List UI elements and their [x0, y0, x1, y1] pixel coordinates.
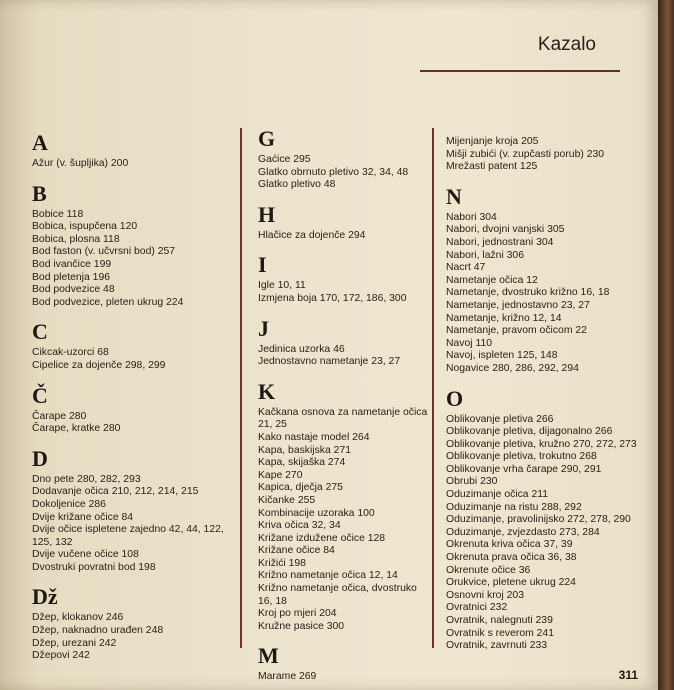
- index-entry: Nabori, lažni 306: [446, 249, 524, 261]
- index-entry: Jednostavno nametanje 23, 27: [258, 356, 401, 368]
- index-entry: Kičanke 255: [258, 494, 316, 506]
- index-entry: Jedinica uzorka 46: [258, 343, 345, 355]
- index-letter-heading: K: [258, 378, 276, 404]
- index-entry: Dvije vučene očice 108: [32, 549, 139, 561]
- index-letter-heading: Č: [32, 382, 48, 408]
- index-entry: Obrubi 230: [446, 476, 498, 488]
- index-entry: Kriva očica 32, 34: [258, 520, 341, 532]
- index-entry: Kombinacije uzoraka 100: [258, 507, 375, 519]
- index-column-3: [446, 136, 642, 653]
- index-entry: Bod podvezice 48: [32, 284, 115, 296]
- index-entry: Izmjena boja 170, 172, 186, 300: [258, 292, 407, 304]
- index-entry: Nabori, dvojni vanjski 305: [446, 224, 565, 236]
- index-entry: Osnovni kroj 203: [446, 589, 524, 601]
- page-title: Kazalo: [537, 34, 596, 55]
- index-entry: Marame 269: [258, 671, 317, 683]
- index-entry: Džepovi 242: [32, 650, 90, 662]
- index-letter-heading: A: [32, 130, 48, 155]
- index-letter-heading: I: [258, 252, 267, 278]
- index-entry: Čarape, kratke 280: [32, 423, 121, 435]
- index-entry: Ovratnik, nalegnuti 239: [446, 615, 553, 626]
- index-entry: Kape 270: [258, 469, 303, 481]
- index-entry: Ovratnik, zavrnuti 233: [446, 640, 548, 652]
- page-number: 311: [618, 668, 638, 682]
- index-entry: Oduzimanje, zvjezdasto 273, 284: [446, 526, 600, 538]
- index-entry: Džep, naknadno urađen 248: [32, 625, 164, 637]
- index-entry: Nametanje, križno 12, 14: [446, 312, 562, 324]
- index-entry: Bod pletenja 196: [32, 271, 110, 283]
- index-entry: Navoj 110: [446, 337, 493, 349]
- book-cover-edge: [658, 0, 674, 690]
- index-entry: Nabori, jednostrani 304: [446, 236, 554, 248]
- index-entry: Nacrt 47: [446, 262, 486, 274]
- index-entry: Mišji zubići (v. zupčasti porub) 230: [446, 148, 605, 160]
- index-entry: Križane izdužene očice 128: [258, 532, 386, 544]
- index-entry: Kako nastaje model 264: [258, 431, 370, 443]
- index-entry: Dvije očice ispletene zajedno 42, 44, 122, 125, 132: [32, 524, 224, 548]
- index-entry: Oblikovanje pletiva, dijagonalno 266: [446, 426, 613, 438]
- index-letter-heading: O: [446, 385, 464, 411]
- index-letter-heading: J: [258, 315, 269, 341]
- index-letter-heading: H: [258, 201, 276, 227]
- index-entry: Hlačice za dojenče 294: [258, 229, 366, 241]
- index-entry: Dno pete 280, 282, 293: [32, 473, 141, 485]
- index-entry: Okrenute očice 36: [446, 564, 531, 576]
- index-entry: Čarape 280: [32, 410, 87, 422]
- index-entry: Oblikovanje pletiva, trokutno 268: [446, 451, 597, 463]
- index-entry: Dodavanje očica 210, 212, 214, 215: [32, 486, 199, 498]
- index-entry: Bod faston (v. učvrsni bod) 257: [32, 246, 176, 258]
- index-entry: Kačkana osnova za nametanje očica 21, 25: [258, 406, 428, 431]
- index-entry: Ovratnik s reverom 241: [446, 627, 554, 639]
- index-entry: Dvije križane očice 84: [32, 511, 134, 523]
- index-letter-heading: G: [258, 126, 276, 151]
- header-rule: [420, 70, 620, 72]
- index-entry: Džep, urezani 242: [32, 637, 117, 649]
- index-entry: Oduzimanje na ristu 288, 292: [446, 501, 582, 513]
- index-letter-heading: M: [258, 643, 279, 669]
- index-entry: Kružne pasice 300: [258, 620, 345, 632]
- index-entry: Mijenjanje kroja 205: [446, 136, 539, 147]
- index-entry: Ovratnici 232: [446, 602, 508, 614]
- index-letter-heading: D: [32, 445, 48, 471]
- index-column-1: [32, 130, 232, 663]
- index-entry: Bod podvezice, pleten ukrug 224: [32, 296, 184, 308]
- index-column-2: [258, 126, 430, 684]
- index-entry: Ažur (v. šupljika) 200: [32, 158, 129, 169]
- index-entry: Nametanje, pravom očicom 22: [446, 325, 587, 337]
- index-entry: Navoj, ispleten 125, 148: [446, 350, 558, 362]
- index-entry: Dvostruki povratni bod 198: [32, 561, 156, 573]
- index-entry: Glatko obrnuto pletivo 32, 34, 48: [258, 166, 409, 178]
- index-entry: Kapa, baskijska 271: [258, 444, 351, 456]
- index-entry: Križno nametanje očica, dvostruko 16, 18: [258, 583, 417, 607]
- index-entry: Oblikovanje pletiva, kružno 270, 272, 273: [446, 438, 637, 450]
- index-entry: Bod ivančice 199: [32, 258, 112, 270]
- index-entry: Oblikovanje pletiva 266: [446, 413, 554, 425]
- index-entry: Oblikovanje vrha čarape 290, 291: [446, 463, 602, 475]
- index-letter-heading: N: [446, 183, 462, 209]
- index-letter-heading: C: [32, 319, 48, 345]
- index-entry: Mrežasti patent 125: [446, 161, 538, 173]
- index-entry: Bobica, plosna 118: [32, 233, 120, 245]
- index-entry: Oduzimanje očica 211: [446, 489, 549, 501]
- index-entry: Okrenuta prava očica 36, 38: [446, 552, 577, 564]
- index-letter-heading: B: [32, 180, 47, 206]
- index-entry: Dokoljenice 286: [32, 498, 106, 510]
- index-entry: Nametanje, jednostavno 23, 27: [446, 299, 590, 311]
- index-entry: Kapa, skijaška 274: [258, 457, 346, 469]
- index-entry: Križane očice 84: [258, 545, 335, 557]
- index-entry: Oduzimanje, pravolinijsko 272, 278, 290: [446, 514, 631, 526]
- index-entry: Kroj po mjeri 204: [258, 608, 337, 620]
- index-entry: Bobice 118: [32, 208, 84, 220]
- index-entry: Nametanje, dvostruko križno 16, 18: [446, 287, 610, 299]
- index-entry: Nabori 304: [446, 211, 497, 223]
- index-entry: Glatko pletivo 48: [258, 179, 336, 191]
- index-entry: Kapica, dječja 275: [258, 482, 343, 494]
- index-entry: Križići 198: [258, 557, 306, 569]
- index-entry: Nogavice 280, 286, 292, 294: [446, 362, 579, 374]
- index-entry: Okrenuta kriva očica 37, 39: [446, 539, 573, 551]
- index-entry: Nametanje očica 12: [446, 274, 538, 286]
- index-entry: Bobica, ispupčena 120: [32, 221, 138, 233]
- index-entry: Gaćice 295: [258, 154, 311, 165]
- index-entry: Križno nametanje očica 12, 14: [258, 570, 398, 582]
- column-divider: [240, 128, 242, 648]
- column-divider: [432, 128, 434, 648]
- index-entry: Cipelice za dojenče 298, 299: [32, 359, 166, 371]
- index-letter-heading: Dž: [32, 584, 58, 610]
- index-entry: Igle 10, 11: [258, 280, 306, 292]
- index-entry: Orukvice, pletene ukrug 224: [446, 577, 576, 589]
- index-entry: Cikcak-uzorci 68: [32, 347, 109, 359]
- index-entry: Džep, klokanov 246: [32, 612, 124, 624]
